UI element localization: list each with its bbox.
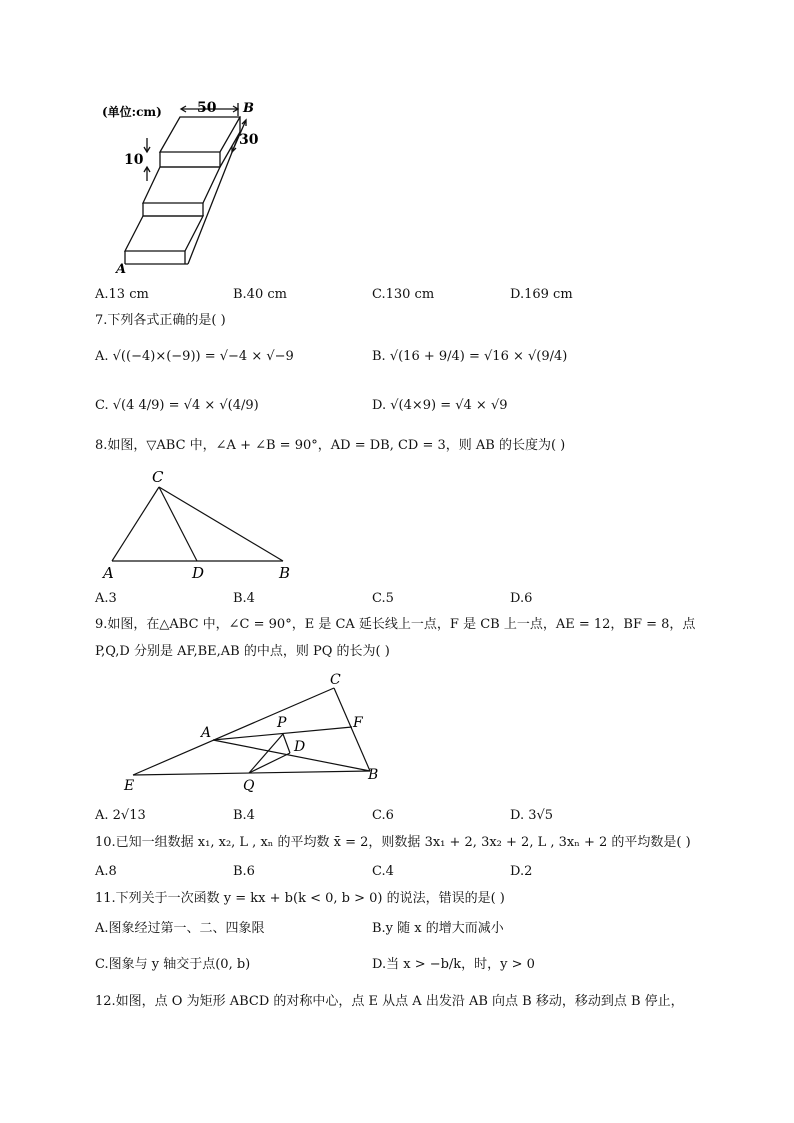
q6-option-d: D.169 cm xyxy=(510,287,573,302)
unit-label: (单位:cm) xyxy=(102,105,162,119)
q7-option-d: D. √(4×9) = √4 × √9 xyxy=(372,398,508,413)
point-b-label: B xyxy=(243,101,254,116)
q9-label-d: D xyxy=(294,739,306,755)
q8-label-d: D xyxy=(192,564,205,582)
q11-option-c: C.图象与 y 轴交于点(0, b) xyxy=(95,957,251,972)
q8-option-a: A.3 xyxy=(95,591,117,606)
q6-option-b: B.40 cm xyxy=(233,287,287,302)
q9-label-p: P xyxy=(277,715,287,731)
q7-stem: 7.下列各式正确的是( ) xyxy=(95,313,226,328)
q9-label-f: F xyxy=(353,715,363,731)
q9-label-c: C xyxy=(330,672,341,688)
q9-label-a: A xyxy=(201,725,212,741)
q11-option-b: B.y 随 x 的增大而减小 xyxy=(372,921,504,936)
q9-option-c: C.6 xyxy=(372,808,394,823)
q9-label-e: E xyxy=(124,778,135,794)
q7-option-c: C. √(4 4/9) = √4 × √(4/9) xyxy=(95,398,259,413)
q8-option-b: B.4 xyxy=(233,591,255,606)
q8-label-a: A xyxy=(103,564,114,582)
q9-stem-line1: 9.如图，在△ABC 中，∠C = 90°，E 是 CA 延长线上一点，F 是 CB 上一点，AE = 12，BF = 8，点 xyxy=(95,617,696,632)
q10-option-a: A.8 xyxy=(95,864,117,879)
q8-option-c: C.5 xyxy=(372,591,394,606)
q9-label-q: Q xyxy=(243,778,255,794)
point-a-label: A xyxy=(116,262,127,277)
dim-step-label: 10 xyxy=(124,152,144,168)
q10-option-d: D.2 xyxy=(510,864,533,879)
q10-option-b: B.6 xyxy=(233,864,255,879)
q9-stem-line2: P,Q,D 分别是 AF,BE,AB 的中点，则 PQ 的长为( ) xyxy=(95,644,390,659)
q9-option-d: D. 3√5 xyxy=(510,808,554,823)
dim-top-label: 50 xyxy=(197,100,217,116)
q7-option-a: A. √((−4)×(−9)) = √−4 × √−9 xyxy=(95,349,294,364)
q6-option-a: A.13 cm xyxy=(95,287,149,302)
q9-option-b: B.4 xyxy=(233,808,255,823)
q8-option-d: D.6 xyxy=(510,591,533,606)
q8-label-c: C xyxy=(152,468,164,486)
q6-option-c: C.130 cm xyxy=(372,287,435,302)
dim-side-label: 30 xyxy=(239,132,259,148)
q11-stem: 11.下列关于一次函数 y = kx + b(k < 0, b > 0) 的说法，错误的是( ) xyxy=(95,891,505,906)
q9-label-b: B xyxy=(368,767,379,783)
q10-stem: 10.已知一组数据 x₁, x₂, L , xₙ 的平均数 x̄ = 2，则数据 3x₁ + 2, 3x₂ + 2, L , 3xₙ + 2 的平均数是( ) xyxy=(95,835,691,850)
q8-stem: 8.如图，▽ABC 中，∠A + ∠B = 90°，AD = DB, CD = 3，则 AB 的长度为( ) xyxy=(95,438,566,453)
q12-stem: 12.如图，点 O 为矩形 ABCD 的对称中心，点 E 从点 A 出发沿 AB 向点 B 移动，移动到点 B 停止， xyxy=(95,994,684,1009)
q11-option-d: D.当 x > −b/k，时，y > 0 xyxy=(372,957,535,972)
q10-option-c: C.4 xyxy=(372,864,394,879)
q11-option-a: A.图象经过第一、二、四象限 xyxy=(95,921,265,936)
q8-label-b: B xyxy=(279,564,291,582)
q7-option-b: B. √(16 + 9/4) = √16 × √(9/4) xyxy=(372,349,568,364)
q9-option-a: A. 2√13 xyxy=(95,808,146,823)
